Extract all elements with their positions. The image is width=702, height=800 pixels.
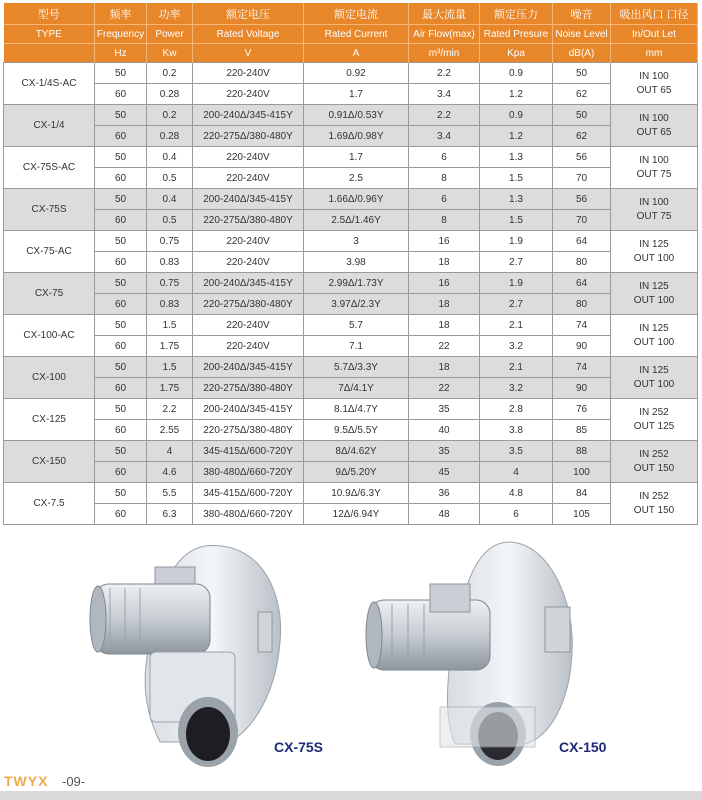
current-cell: 9.5Δ/5.5Y (304, 420, 409, 441)
current-cell: 1.69Δ/0.98Y (304, 126, 409, 147)
frequency-cell: 50 (95, 315, 147, 336)
pressure-cell: 2.1 (480, 315, 553, 336)
current-cell: 5.7Δ/3.3Y (304, 357, 409, 378)
airflow-cell: 18 (409, 357, 480, 378)
current-cell: 7.1 (304, 336, 409, 357)
current-cell: 3.97Δ/2.3Y (304, 294, 409, 315)
voltage-cell: 200-240Δ/345-415Y (193, 189, 304, 210)
pressure-cell: 4.8 (480, 483, 553, 504)
frequency-cell: 60 (95, 294, 147, 315)
inlet-size: IN 125 (639, 364, 669, 376)
blower-photos-illustration (0, 522, 702, 792)
noise-cell: 64 (553, 231, 611, 252)
frequency-cell: 60 (95, 378, 147, 399)
frequency-cell: 50 (95, 105, 147, 126)
inlet-size: IN 252 (639, 448, 669, 460)
outlet-size: OUT 150 (633, 504, 675, 516)
pressure-cell: 3.2 (480, 336, 553, 357)
pressure-cell: 3.8 (480, 420, 553, 441)
airflow-cell: 6 (409, 147, 480, 168)
noise-cell: 70 (553, 168, 611, 189)
noise-cell: 90 (553, 336, 611, 357)
current-cell: 3 (304, 231, 409, 252)
caption-cx150: CX-150 (559, 739, 607, 755)
airflow-cell: 18 (409, 294, 480, 315)
noise-cell: 100 (553, 462, 611, 483)
pressure-cell: 2.7 (480, 252, 553, 273)
airflow-cell: 2.2 (409, 63, 480, 84)
table-row (4, 84, 698, 105)
pressure-cell: 2.7 (480, 294, 553, 315)
voltage-cell: 220-240V (193, 168, 304, 189)
table-row (4, 63, 698, 84)
noise-cell: 74 (553, 315, 611, 336)
pressure-cell: 1.9 (480, 273, 553, 294)
table-row (4, 189, 698, 210)
power-cell: 0.5 (147, 168, 193, 189)
voltage-cell: 200-240Δ/345-415Y (193, 105, 304, 126)
header-cn-inlet: 吸出风口 口径 (611, 3, 698, 25)
inlet-size: IN 252 (639, 490, 669, 502)
frequency-cell: 50 (95, 357, 147, 378)
power-cell: 5.5 (147, 483, 193, 504)
model-type-cell: CX-1/4S-AC (4, 63, 95, 105)
current-cell: 2.5 (304, 168, 409, 189)
airflow-cell: 40 (409, 420, 480, 441)
header-en-airflow: Air Flow(max) (409, 25, 480, 44)
power-cell: 0.2 (147, 63, 193, 84)
header-cn-type: 型号 (4, 3, 95, 25)
frequency-cell: 50 (95, 231, 147, 252)
current-cell: 2.99Δ/1.73Y (304, 273, 409, 294)
power-cell: 6.3 (147, 504, 193, 525)
outlet-size: OUT 125 (633, 420, 675, 432)
pressure-cell: 1.5 (480, 210, 553, 231)
model-type-cell: CX-100-AC (4, 315, 95, 357)
table-row (4, 105, 698, 126)
header-en-type: TYPE (4, 25, 95, 44)
table-row (4, 147, 698, 168)
current-cell: 1.7 (304, 147, 409, 168)
pressure-cell: 3.5 (480, 441, 553, 462)
power-cell: 1.5 (147, 315, 193, 336)
current-cell: 1.66Δ/0.96Y (304, 189, 409, 210)
outlet-size: OUT 150 (633, 462, 675, 474)
frequency-cell: 50 (95, 147, 147, 168)
noise-cell: 105 (553, 504, 611, 525)
inlet-size: IN 100 (639, 112, 669, 124)
current-cell: 9Δ/5.20Y (304, 462, 409, 483)
pressure-cell: 1.3 (480, 189, 553, 210)
power-cell: 4.6 (147, 462, 193, 483)
power-cell: 0.83 (147, 294, 193, 315)
airflow-cell: 18 (409, 315, 480, 336)
noise-cell: 76 (553, 399, 611, 420)
frequency-cell: 60 (95, 210, 147, 231)
pressure-cell: 6 (480, 504, 553, 525)
spec-table-body (4, 63, 698, 525)
voltage-cell: 220-240V (193, 63, 304, 84)
brand-logo-text: TWYX (4, 773, 49, 789)
table-row (4, 420, 698, 441)
table-row (4, 210, 698, 231)
frequency-cell: 50 (95, 441, 147, 462)
table-row (4, 462, 698, 483)
header-cn-airflow: 最大流量 (409, 3, 480, 25)
noise-cell: 80 (553, 294, 611, 315)
header-cn-voltage: 额定电压 (193, 3, 304, 25)
power-cell: 0.28 (147, 84, 193, 105)
voltage-cell: 220-240V (193, 231, 304, 252)
caption-cx75s: CX-75S (274, 739, 324, 755)
header-unit-inlet: mm (611, 44, 698, 63)
frequency-cell: 60 (95, 504, 147, 525)
power-cell: 0.83 (147, 252, 193, 273)
voltage-cell: 220-275Δ/380-480Y (193, 210, 304, 231)
header-row-units (4, 44, 698, 63)
outlet-size: OUT 75 (636, 168, 672, 180)
airflow-cell: 3.4 (409, 126, 480, 147)
inlet-outlet-cell (611, 273, 698, 315)
model-type-cell: CX-150 (4, 441, 95, 483)
airflow-cell: 45 (409, 462, 480, 483)
power-cell: 1.75 (147, 378, 193, 399)
voltage-cell: 220-240V (193, 84, 304, 105)
noise-cell: 84 (553, 483, 611, 504)
outlet-size: OUT 65 (636, 84, 672, 96)
header-unit-power: Kw (147, 44, 193, 63)
table-row (4, 378, 698, 399)
outlet-size: OUT 100 (633, 378, 675, 390)
voltage-cell: 220-275Δ/380-480Y (193, 378, 304, 399)
inlet-size: IN 125 (639, 238, 669, 250)
header-unit-noise: dB(A) (553, 44, 611, 63)
header-cn-frequency: 频率 (95, 3, 147, 25)
table-row (4, 273, 698, 294)
current-cell: 1.7 (304, 84, 409, 105)
power-cell: 1.75 (147, 336, 193, 357)
frequency-cell: 60 (95, 420, 147, 441)
outlet-size: OUT 100 (633, 294, 675, 306)
outlet-size: OUT 100 (633, 252, 675, 264)
header-unit-frequency: Hz (95, 44, 147, 63)
voltage-cell: 220-275Δ/380-480Y (193, 294, 304, 315)
frequency-cell: 60 (95, 252, 147, 273)
model-type-cell: CX-1/4 (4, 105, 95, 147)
header-unit-airflow: m³/min (409, 44, 480, 63)
airflow-cell: 36 (409, 483, 480, 504)
power-cell: 0.5 (147, 210, 193, 231)
header-en-power: Power (147, 25, 193, 44)
airflow-cell: 16 (409, 273, 480, 294)
table-row (4, 231, 698, 252)
voltage-cell: 220-240V (193, 147, 304, 168)
header-unit-voltage: V (193, 44, 304, 63)
voltage-cell: 220-240V (193, 252, 304, 273)
frequency-cell: 60 (95, 84, 147, 105)
noise-cell: 62 (553, 126, 611, 147)
power-cell: 0.75 (147, 231, 193, 252)
voltage-cell: 220-240V (193, 336, 304, 357)
pressure-cell: 2.8 (480, 399, 553, 420)
table-row (4, 399, 698, 420)
model-type-cell: CX-100 (4, 357, 95, 399)
current-cell: 8Δ/4.62Y (304, 441, 409, 462)
pressure-cell: 1.5 (480, 168, 553, 189)
voltage-cell: 200-240Δ/345-415Y (193, 273, 304, 294)
airflow-cell: 3.4 (409, 84, 480, 105)
current-cell: 7Δ/4.1Y (304, 378, 409, 399)
power-cell: 0.4 (147, 189, 193, 210)
airflow-cell: 18 (409, 252, 480, 273)
pressure-cell: 1.9 (480, 231, 553, 252)
noise-cell: 74 (553, 357, 611, 378)
table-row (4, 315, 698, 336)
header-cn-power: 功率 (147, 3, 193, 25)
frequency-cell: 60 (95, 462, 147, 483)
frequency-cell: 60 (95, 168, 147, 189)
airflow-cell: 2.2 (409, 105, 480, 126)
frequency-cell: 60 (95, 126, 147, 147)
blower-cx150-image (366, 542, 572, 766)
voltage-cell: 380-480Δ/660-720Y (193, 504, 304, 525)
current-cell: 0.91Δ/0.53Y (304, 105, 409, 126)
noise-cell: 64 (553, 273, 611, 294)
voltage-cell: 345-415Δ/600-720Y (193, 441, 304, 462)
frequency-cell: 50 (95, 63, 147, 84)
power-cell: 2.2 (147, 399, 193, 420)
airflow-cell: 8 (409, 168, 480, 189)
table-row (4, 483, 698, 504)
footer-bar (0, 791, 702, 800)
pressure-cell: 0.9 (480, 63, 553, 84)
current-cell: 10.9Δ/6.3Y (304, 483, 409, 504)
frequency-cell: 50 (95, 399, 147, 420)
power-cell: 0.4 (147, 147, 193, 168)
voltage-cell: 220-240V (193, 315, 304, 336)
power-cell: 1.5 (147, 357, 193, 378)
header-en-current: Rated Current (304, 25, 409, 44)
header-en-noise: Noise Level (553, 25, 611, 44)
table-row (4, 441, 698, 462)
noise-cell: 56 (553, 189, 611, 210)
inlet-size: IN 100 (639, 70, 669, 82)
inlet-size: IN 100 (639, 154, 669, 166)
current-cell: 12Δ/6.94Y (304, 504, 409, 525)
header-row-cn (4, 3, 698, 25)
inlet-outlet-cell (611, 483, 698, 525)
table-row (4, 336, 698, 357)
pressure-cell: 1.2 (480, 84, 553, 105)
inlet-outlet-cell (611, 315, 698, 357)
voltage-cell: 200-240Δ/345-415Y (193, 399, 304, 420)
noise-cell: 50 (553, 105, 611, 126)
inlet-outlet-cell (611, 63, 698, 105)
model-type-cell: CX-125 (4, 399, 95, 441)
voltage-cell: 220-275Δ/380-480Y (193, 126, 304, 147)
inlet-outlet-cell (611, 399, 698, 441)
inlet-size: IN 125 (639, 322, 669, 334)
pressure-cell: 2.1 (480, 357, 553, 378)
inlet-size: IN 100 (639, 196, 669, 208)
inlet-outlet-cell (611, 189, 698, 231)
header-en-voltage: Rated Voltage (193, 25, 304, 44)
current-cell: 3.98 (304, 252, 409, 273)
header-en-pressure: Rated Presure (480, 25, 553, 44)
header-cn-noise: 噪音 (553, 3, 611, 25)
model-type-cell: CX-75 (4, 273, 95, 315)
airflow-cell: 48 (409, 504, 480, 525)
model-type-cell: CX-75S-AC (4, 147, 95, 189)
power-cell: 0.2 (147, 105, 193, 126)
pressure-cell: 4 (480, 462, 553, 483)
power-cell: 0.28 (147, 126, 193, 147)
noise-cell: 88 (553, 441, 611, 462)
header-unit-type (4, 44, 95, 63)
airflow-cell: 22 (409, 378, 480, 399)
outlet-size: OUT 75 (636, 210, 672, 222)
power-cell: 0.75 (147, 273, 193, 294)
voltage-cell: 200-240Δ/345-415Y (193, 357, 304, 378)
header-cn-current: 额定电流 (304, 3, 409, 25)
page-number: -09- (62, 774, 86, 789)
airflow-cell: 35 (409, 441, 480, 462)
table-row (4, 357, 698, 378)
pressure-cell: 0.9 (480, 105, 553, 126)
airflow-cell: 35 (409, 399, 480, 420)
power-cell: 2.55 (147, 420, 193, 441)
table-row (4, 294, 698, 315)
model-type-cell: CX-7.5 (4, 483, 95, 525)
airflow-cell: 8 (409, 210, 480, 231)
voltage-cell: 220-275Δ/380-480Y (193, 420, 304, 441)
current-cell: 8.1Δ/4.7Y (304, 399, 409, 420)
noise-cell: 90 (553, 378, 611, 399)
current-cell: 2.5Δ/1.46Y (304, 210, 409, 231)
table-row (4, 126, 698, 147)
header-en-inlet: In/Out Let (611, 25, 698, 44)
product-photos (0, 522, 702, 792)
header-unit-pressure: Kpa (480, 44, 553, 63)
page-footer (0, 773, 702, 800)
inlet-outlet-cell (611, 105, 698, 147)
outlet-size: OUT 100 (633, 336, 675, 348)
current-cell: 5.7 (304, 315, 409, 336)
pressure-cell: 1.3 (480, 147, 553, 168)
outlet-size: OUT 65 (636, 126, 672, 138)
header-cn-pressure: 额定压力 (480, 3, 553, 25)
airflow-cell: 22 (409, 336, 480, 357)
noise-cell: 56 (553, 147, 611, 168)
blower-cx75s-image (90, 546, 281, 767)
header-unit-current: A (304, 44, 409, 63)
inlet-outlet-cell (611, 441, 698, 483)
inlet-outlet-cell (611, 357, 698, 399)
noise-cell: 80 (553, 252, 611, 273)
inlet-outlet-cell (611, 231, 698, 273)
spec-table (3, 3, 698, 525)
noise-cell: 70 (553, 210, 611, 231)
pressure-cell: 3.2 (480, 378, 553, 399)
frequency-cell: 50 (95, 189, 147, 210)
model-type-cell: CX-75S (4, 189, 95, 231)
model-type-cell: CX-75-AC (4, 231, 95, 273)
table-row (4, 252, 698, 273)
noise-cell: 50 (553, 63, 611, 84)
inlet-outlet-cell (611, 147, 698, 189)
inlet-size: IN 125 (639, 280, 669, 292)
voltage-cell: 345-415Δ/600-720Y (193, 483, 304, 504)
noise-cell: 85 (553, 420, 611, 441)
noise-cell: 62 (553, 84, 611, 105)
airflow-cell: 6 (409, 189, 480, 210)
header-row-en (4, 25, 698, 44)
table-row (4, 168, 698, 189)
header-en-frequency: Frequency (95, 25, 147, 44)
inlet-size: IN 252 (639, 406, 669, 418)
voltage-cell: 380-480Δ/660-720Y (193, 462, 304, 483)
power-cell: 4 (147, 441, 193, 462)
airflow-cell: 16 (409, 231, 480, 252)
pressure-cell: 1.2 (480, 126, 553, 147)
frequency-cell: 60 (95, 336, 147, 357)
frequency-cell: 50 (95, 483, 147, 504)
frequency-cell: 50 (95, 273, 147, 294)
current-cell: 0.92 (304, 63, 409, 84)
